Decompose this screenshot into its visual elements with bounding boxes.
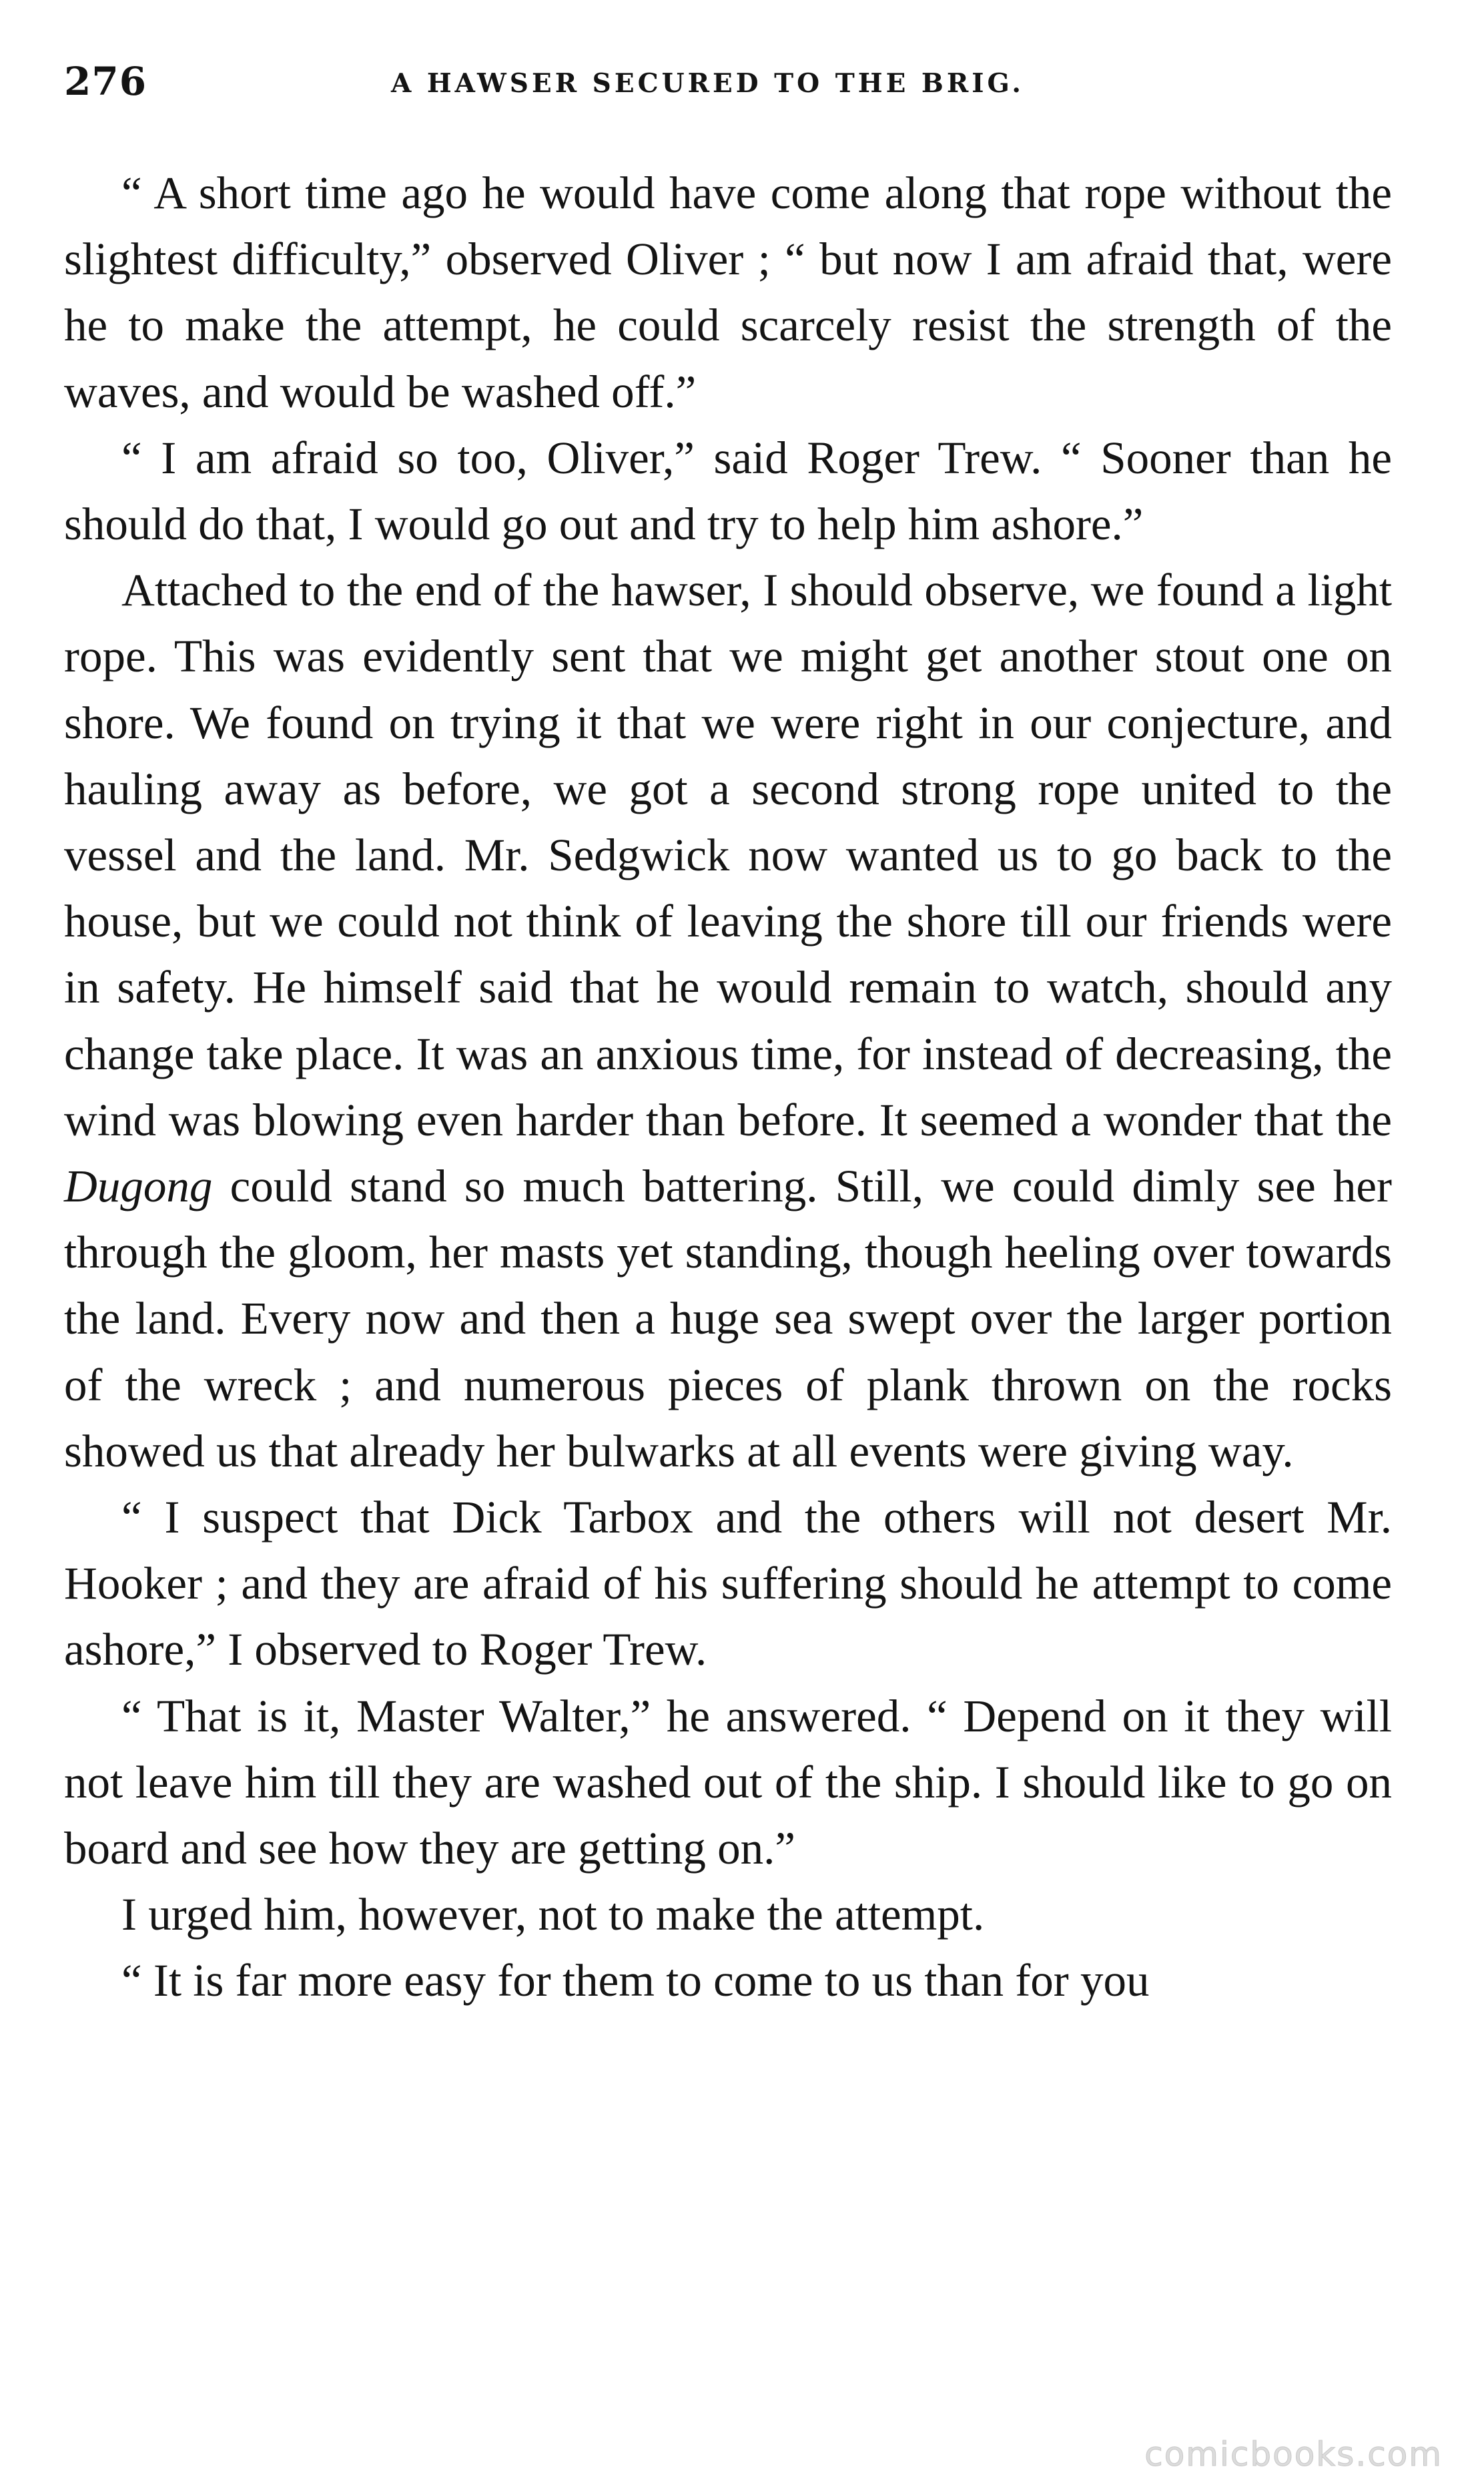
paragraph: I urged him, however, not to make the attempt.: [121, 1889, 985, 1940]
paragraph: [64, 557, 1392, 1484]
paragraph: “ A short time ago he would have come along that rope without the slightest difficulty,” observed Oliver ; “ but now I am afraid that, were he to make the attempt, he could scarcely resist the strength of the waves, and would be washed off.”: [64, 168, 1392, 417]
paragraph: “ I suspect that Dick Tarbox and the others will not desert Mr. Hooker ; and they are afraid of his suffering should he attempt to come ashore,” I observed to Roger Trew.: [64, 1492, 1392, 1675]
page-header: [64, 59, 1412, 119]
ship-name: Dugong: [64, 1161, 213, 1212]
paragraph: “ I am afraid so too, Oliver,” said Roger Trew. “ Sooner than he should do that, I would go out and try to help him ashore.”: [64, 432, 1392, 550]
paragraph: “ It is far more easy for them to come to us than for you: [121, 1955, 1150, 2006]
paragraph-text: Attached to the end of the hawser, I should observe, we found a light rope. This was evidently sent that we might get another stout one on shore. We found on trying it that we were right in our conjecture, and hauling away as before, we got a second strong rope united to the vessel and the land. Mr. Sedgwick now wanted us to go back to the house, but we could not think of leaving the shore till our friends were in safety. He himself said that he would remain to watch, should any change take place. It was an anxious time, for instead of decreasing, the wind was blowing even harder than before. It seemed a wonder that the: [64, 565, 1392, 1145]
paragraph-text: could stand so much battering. Still, we could dimly see her through the gloom, her masts yet standing, though heeling over towards the land. Every now and then a huge sea swept over the larger portion of the wreck ; and numerous pieces of plank thrown on the rocks showed us that already her bulwarks at all events were giving way.: [64, 1161, 1393, 1476]
watermark: comicbooks.com: [1144, 2435, 1443, 2474]
paragraph: “ That is it, Master Walter,” he answered. “ Depend on it they will not leave him till they are washed out of the ship. I should like to go on board and see how they are getting on.”: [64, 1690, 1392, 1874]
body-text: [64, 160, 1392, 2014]
page-number: 276: [64, 59, 147, 104]
running-head: A HAWSER SECURED TO THE BRIG.: [391, 68, 1025, 99]
